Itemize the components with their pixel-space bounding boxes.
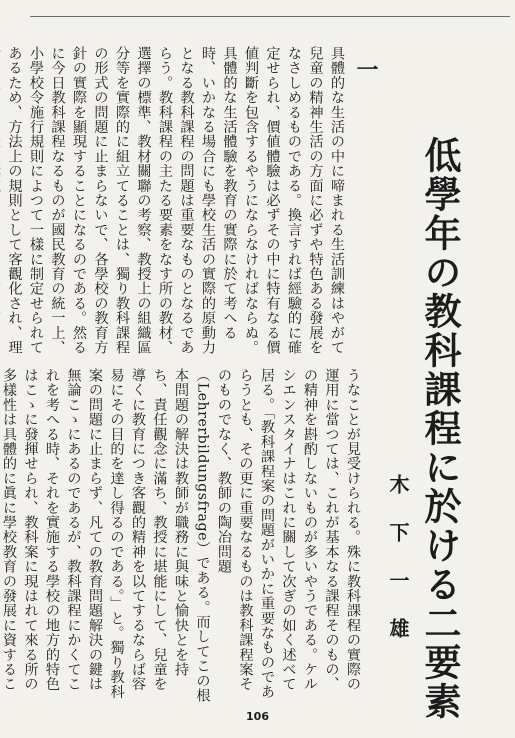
body-text-upper [6, 46, 347, 362]
section-number: 一 [353, 58, 379, 80]
body-text-lower [1, 368, 363, 706]
top-rule [30, 16, 510, 17]
paragraph: うなことが見受けられる。殊に教科課程の實際の運用に當つては、これが基本なる課程そのもの、の精神を斟酌しないものが多いやうである。ケルシエンスタイナはこれに關して次ぎの如く述べて居る。「教科課程案の問題がいかに重要なものであらうとも、その更に重要なるものは教科課程案そのものでなく、教師の陶冶問題（Lehrerbildungsfrage）である。而してこの根本問題の解決は教師が職務に與味と愉快とを持ち、責任觀念に滿ち、教授に堪能にして、兒童を導くに教育につき客觀的精神を以てするならば容易にその目的を達し得るのである。」と。獨り教科案の問題に止まらず、凡ての教育問題解決の鍵は無論こゝにあるのであるが、教科課程にかくてこれを考へる時、それを實施する學校の地方的特色はこゝに發揮せられ、教科案に現はれて來る所の多樣性は具體的に眞に學校教育の發展に資するこ [1, 368, 361, 703]
author-name: 木下一雄 [386, 474, 410, 666]
page-number: 106 [246, 710, 269, 723]
article-title: 低學年の教科課程に於ける二要素 [418, 136, 462, 721]
paragraph: 具體的な生活の中に啼まれる生活訓練はやがて兒童の精神生活の方面に必ずや特色ある發展をなさしめるものである。換言すれば經驗的に確定せられ、價値體驗は必ずその中に特有なる價値判斷を包含するやうにならなければならぬ。具體的な生活體驗を教育の實際に於て考へる時、いかなる場合にも學校生活の實際的原動力となる教科課程の問題は重要なものとなるであらう。教科課程の主たる要素をなす所の教材、選擇の標準、教材關聯の考察、教授上の組織區分等を實際的に組立てることは、獨り教科課程の形式の問題に止まらないで、各學校の教育方針の實際を顯現することになるのである。然るに今日教科課程なるものが國民教育の統一上、小學校令施行規則によつて一樣に制定せられてあるため、方法上の規則として客觀化され、理 [6, 46, 345, 355]
